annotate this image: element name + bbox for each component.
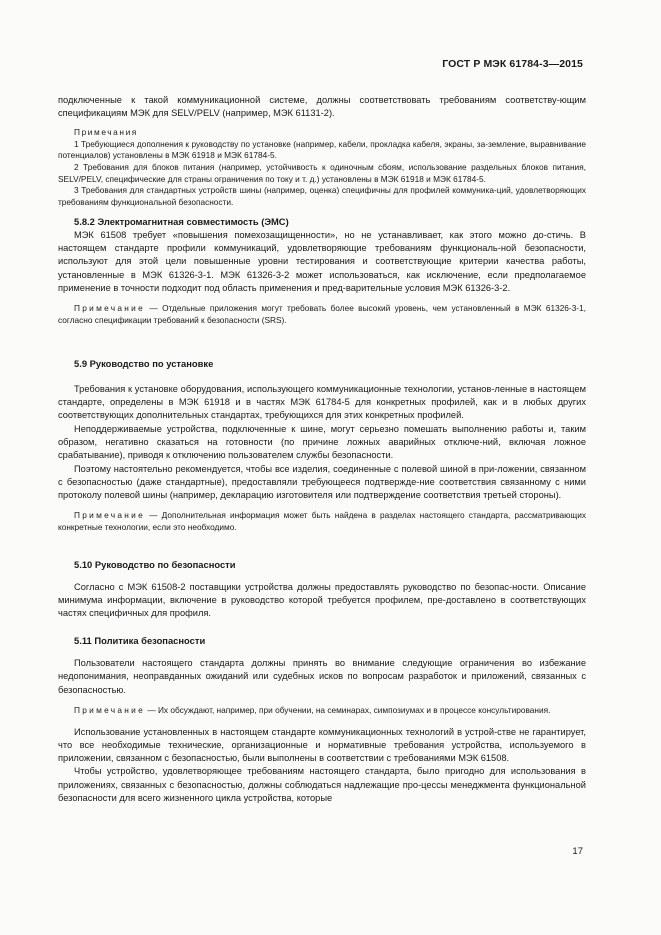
note-label: Примечание (74, 704, 146, 715)
section-note (58, 303, 586, 326)
section-paragraph: Согласно с МЭК 61508-2 поставщики устройства должны предоставлять руководство по безопас-ности. Описание минимума информации, включение в руководство которой требуется профилем, пре-доставлено в соответствующих частях специфичных для профиля. (58, 581, 586, 619)
section-heading-5-10: 5.10 Руководство по безопасности (74, 558, 236, 570)
note-label: Примечание (74, 510, 146, 521)
page-content (58, 94, 586, 805)
note-text: — Дополнительная информация может быть найдена в разделах настоящего стандарта, рассматривающих конкретные технологии, если это необходимо. (58, 510, 586, 532)
section-note (58, 705, 586, 717)
note-item: 2 Требования для блоков питания (например, устойчивость к одиночным сбоям, использование раздельных блоков питания, SELV/PELV, специфические для страны ограничения по току и т. д.) установлены в МЭК 61918 и МЭК 61784-5. (58, 162, 586, 184)
note-label: Примечание (74, 303, 146, 314)
section-paragraph: Пользователи настоящего стандарта должны принять во внимание следующие ограничения во избежание недопонимания, неоправданных ожиданий или судебных исков по вопросам разработок и приложений, связанных с безопасностью. (58, 658, 586, 695)
section-paragraph: Чтобы устройство, удовлетворяющее требованиям настоящего стандарта, было пригодно для использования в приложениях, связанных с безопасностью, должны соблюдаться надлежащие про-цессы менеджмента функциональной безопасности для всего жизненного цикла устройства, которые (58, 766, 586, 804)
standard-header: ГОСТ Р МЭК 61784-3—2015 (442, 58, 583, 70)
section-paragraph: Неподдерживаемые устройства, подключенные к шине, могут серьезно помешать выполнению работы и, таким образом, негативно сказаться на готовности (по причине ложных аварийных отключе-ний, включая ложное срабатывание), приводя к отключению пользователем службы безопасности. (58, 423, 586, 461)
note-text: — Отдельные приложения могут требовать более высокий уровень, чем установленный в МЭК 61326-3-1, согласно спецификации требований к безопасности (SRS). (58, 303, 586, 325)
note-item: 3 Требования для стандартных устройств шины (например, оценка) специфичны для профилей коммуника-ций, удовлетворяющих требованиям функциональной безопасности. (58, 185, 586, 207)
note-text: — Их обсуждают, например, при обучении, на семинарах, симпозиумах и в процессе консультирования. (145, 704, 551, 715)
section-note (58, 510, 586, 533)
section-heading-5-9: 5.9 Руководство по установке (74, 358, 214, 370)
note-item: 1 Требующиеся дополнения к руководству по установке (например, кабели, прокладка кабеля, экраны, за-земление, выравнивание потенциалов) установлены в МЭК 61918 и МЭК 61784-5. (58, 138, 586, 161)
intro-paragraph: подключенные к такой коммуникационной системе, должны соответствовать требованиям соответству-ющим спецификациям МЭК для SELV/PELV (например, МЭК 61131-2). (58, 95, 586, 119)
section-heading-5-8-2: 5.8.2 Электромагнитная совместимость (ЭМС) (74, 216, 289, 228)
section-paragraph: Поэтому настоятельно рекомендуется, чтобы все изделия, соединенные с полевой шиной в при-ложении, связанном с безопасностью (даже стандартные), предоставляли требующееся подтвержде-ние соответствия связанному с ними протоколу полевой шины (например, декларацию изготовителя или подтверждение соответствия третьей стороны). (58, 463, 586, 501)
notes-title: Примечания (74, 126, 138, 137)
section-heading-5-11: 5.11 Политика безопасности (74, 634, 206, 646)
section-paragraph: Требования к установке оборудования, использующего коммуникационные технологии, установ-ленные в настоящем стандарте, определены в МЭК 61918 и в частях МЭК 61784-5 для конкретных профилей, как и в любых других соответствующих дополнительных стандартах, требующихся для этих конкретных профилей. (58, 383, 586, 421)
section-paragraph: МЭК 61508 требует «повышения помехозащищенности», но не устанавливает, как этого можно до-стичь. В настоящем стандарте профили коммуникаций, удовлетворяющие требованиям функциональ-ной безопасности, используют для этой цели повышенные уровни тестирования и соответствующие критерии качества работы, установленные в МЭК 61326-3-1. МЭК 61326-3-2 может использоваться, как исключение, если предполагаемое применение в точности подходит под область применения и пред-варительные условия МЭК 61326-3-2. (58, 229, 586, 293)
page-number: 17 (572, 846, 583, 857)
section-paragraph: Использование установленных в настоящем стандарте коммуникационных технологий в устрой-стве не гарантирует, что все необходимые технические, организационные и нормативные требования устройства, используемого в приложении, связанном с безопасностью, были выполнены в соответствии с требованиями МЭК 61508. (58, 726, 586, 764)
